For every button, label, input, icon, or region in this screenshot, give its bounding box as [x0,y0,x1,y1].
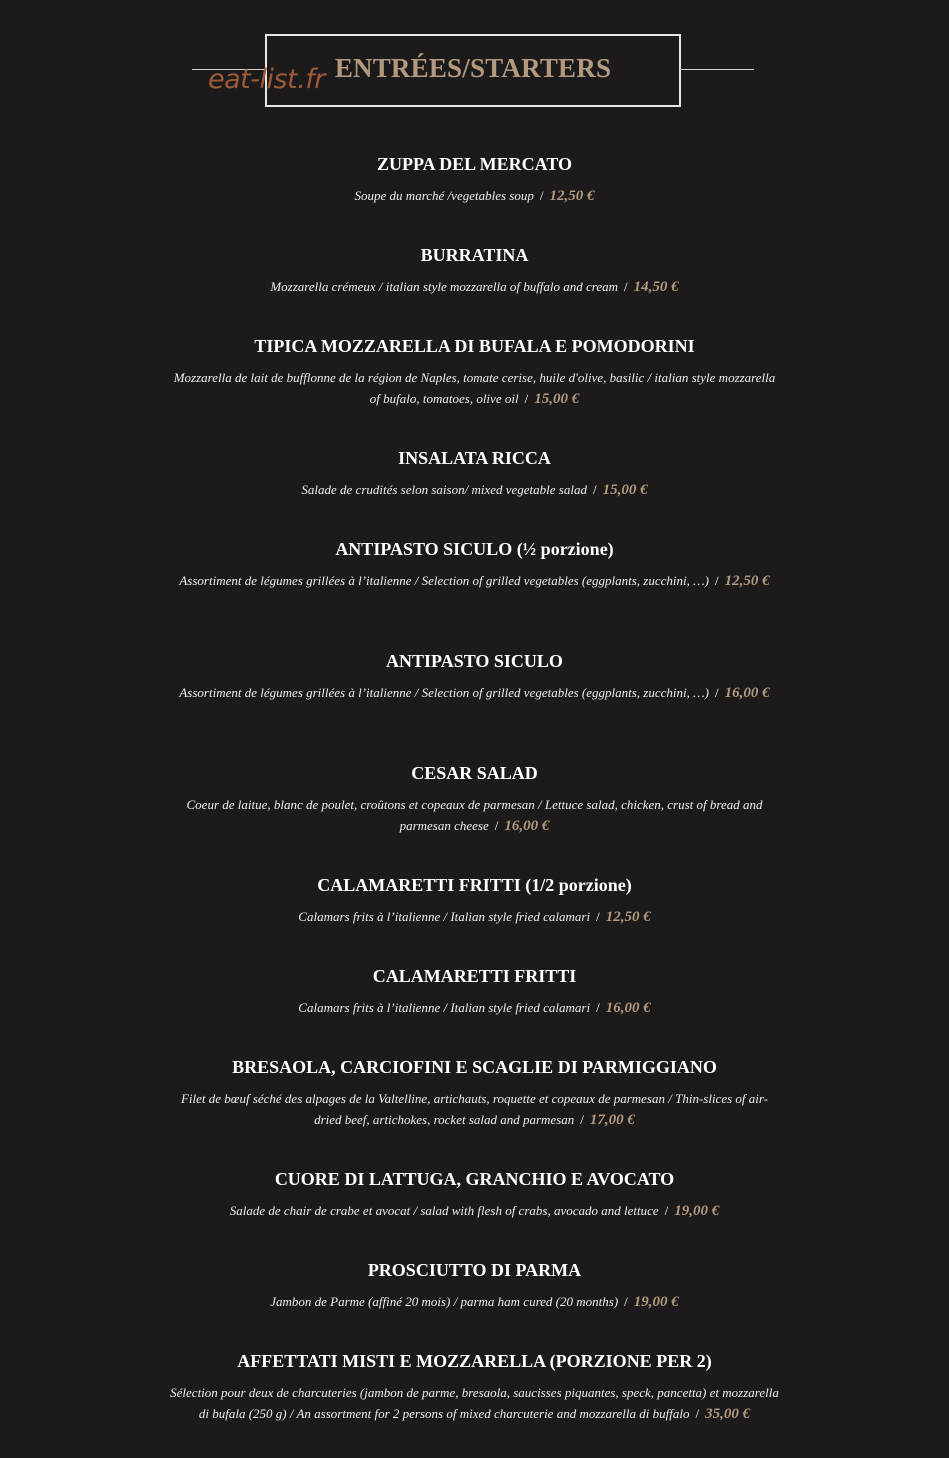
item-description: Filet de bœuf séché des alpages de la Valtelline, artichauts, roquette et copeaux de parmesan / Thin-slices of air-dried beef, artichokes, rocket salad and parmesan [180,1091,769,1127]
item-price: 15,00 € [602,482,648,498]
item-price: 15,00 € [534,391,580,407]
item-description-line [170,367,780,410]
price-separator: / [494,818,499,833]
item-description: Salade de chair de crabe et avocat / salad with flesh of crabs, avocado and lettuce [229,1203,659,1218]
item-name: PROSCIUTTO DI PARMA [367,1260,582,1280]
item-description: Salade de crudités selon saison/ mixed vegetable salad [301,482,587,497]
section-title: ENTRÉES/STARTERS [334,53,612,83]
item-price: 19,00 € [674,1203,720,1219]
item-name: BRESAOLA, CARCIOFINI E SCAGLIE DI PARMIGGIANO [232,1057,717,1077]
item-description-line [170,794,780,837]
menu-item [150,335,799,410]
item-name: ANTIPASTO SICULO (½ porzione) [335,539,614,559]
item-description: Mozzarella crémeux / italian style mozzarella of buffalo and cream [270,279,619,294]
price-separator: / [624,1294,628,1309]
price-separator: / [715,573,719,588]
item-price: 16,00 € [504,818,550,834]
item-description-line [170,1200,780,1222]
item-description-line [170,906,780,928]
menu-item [150,762,799,837]
menu-item [150,1056,799,1131]
item-description-line [170,570,780,592]
section-header [0,34,949,107]
menu-item [150,447,799,501]
menu-item [150,965,799,1019]
item-price: 12,50 € [724,573,770,589]
item-price: 19,00 € [633,1294,679,1310]
price-separator: / [596,909,600,924]
price-separator: / [539,188,544,203]
item-description: Calamars frits à l’italienne / Italian style fried calamari [298,1000,591,1015]
menu-item [150,244,799,298]
item-description-line [170,997,780,1019]
item-name: CUORE DI LATTUGA, GRANCHIO E AVOCATO [274,1169,675,1189]
item-price: 16,00 € [605,1000,651,1016]
item-name: CALAMARETTI FRITTI [372,966,577,986]
item-description-line [170,479,780,501]
price-separator: / [592,482,597,497]
price-separator: / [624,279,628,294]
item-name: ZUPPA DEL MERCATO [376,154,573,174]
item-description: Coeur de laitue, blanc de poulet, croûtons et copeaux de parmesan / Lettuce salad, chicken, crust of bread and parmesan cheese [186,797,763,833]
item-name: INSALATA RICCA [398,448,551,468]
item-description-line [170,1291,780,1313]
item-description: Calamars frits à l’italienne / Italian style fried calamari [298,909,591,924]
item-description-line [170,1088,780,1131]
menu-item [150,874,799,928]
menu-item [150,1259,799,1313]
item-description-line [170,682,780,704]
item-price: 16,00 € [724,685,770,701]
price-separator: / [695,1406,700,1421]
item-description-line [170,276,780,298]
price-separator: / [596,1000,600,1015]
item-price: 12,50 € [605,909,651,925]
item-name: BURRATINA [420,245,529,265]
price-separator: / [664,1203,669,1218]
item-name: TIPICA MOZZARELLA DI BUFALA E POMODORINI [254,336,695,356]
price-separator: / [524,391,529,406]
item-name: CALAMARETTI FRITTI (1/2 porzione) [317,875,632,895]
price-separator: / [715,685,719,700]
item-description: Mozzarella de lait de bufflonne de la région de Naples, tomate cerise, huile d'olive, basilic / italian style mozzarella of bufalo, tomatoes, olive oil [173,370,776,406]
price-separator: / [580,1112,584,1127]
item-price: 17,00 € [589,1112,635,1128]
item-description-line [170,185,780,207]
item-description: Sélection pour deux de charcuteries (jambon de parme, bresaola, saucisses piquantes, speck, pancetta) et mozzarella di bufala (250 g) / An assortment for 2 persons of mixed charcuterie and mozzarella di buffalo [170,1385,779,1421]
menu-item [150,153,799,207]
item-description: Assortiment de légumes grillées à l’italienne / Selection of grilled vegetables (eggplants, zucchini, …) [179,573,710,588]
item-name: AFFETTATI MISTI E MOZZARELLA (PORZIONE PER 2) [237,1351,712,1371]
item-description: Jambon de Parme (affiné 20 mois) / parma ham cured (20 months) [270,1294,619,1309]
item-description-line [170,1382,780,1425]
item-price: 14,50 € [633,279,679,295]
item-description: Assortiment de légumes grillées à l’italienne / Selection of grilled vegetables (eggplants, zucchini, …) [179,685,710,700]
menu-item [150,650,799,704]
menu-item [150,1168,799,1222]
item-name: CESAR SALAD [411,763,538,783]
item-price: 12,50 € [549,188,595,204]
header-rule-right [680,69,754,70]
item-price: 35,00 € [705,1406,751,1422]
item-description: Soupe du marché /vegetables soup [354,188,534,203]
menu-item [150,1350,799,1425]
item-name: ANTIPASTO SICULO [386,651,563,671]
menu-item [150,538,799,592]
watermark-logo: eat-list.fr [208,64,325,95]
